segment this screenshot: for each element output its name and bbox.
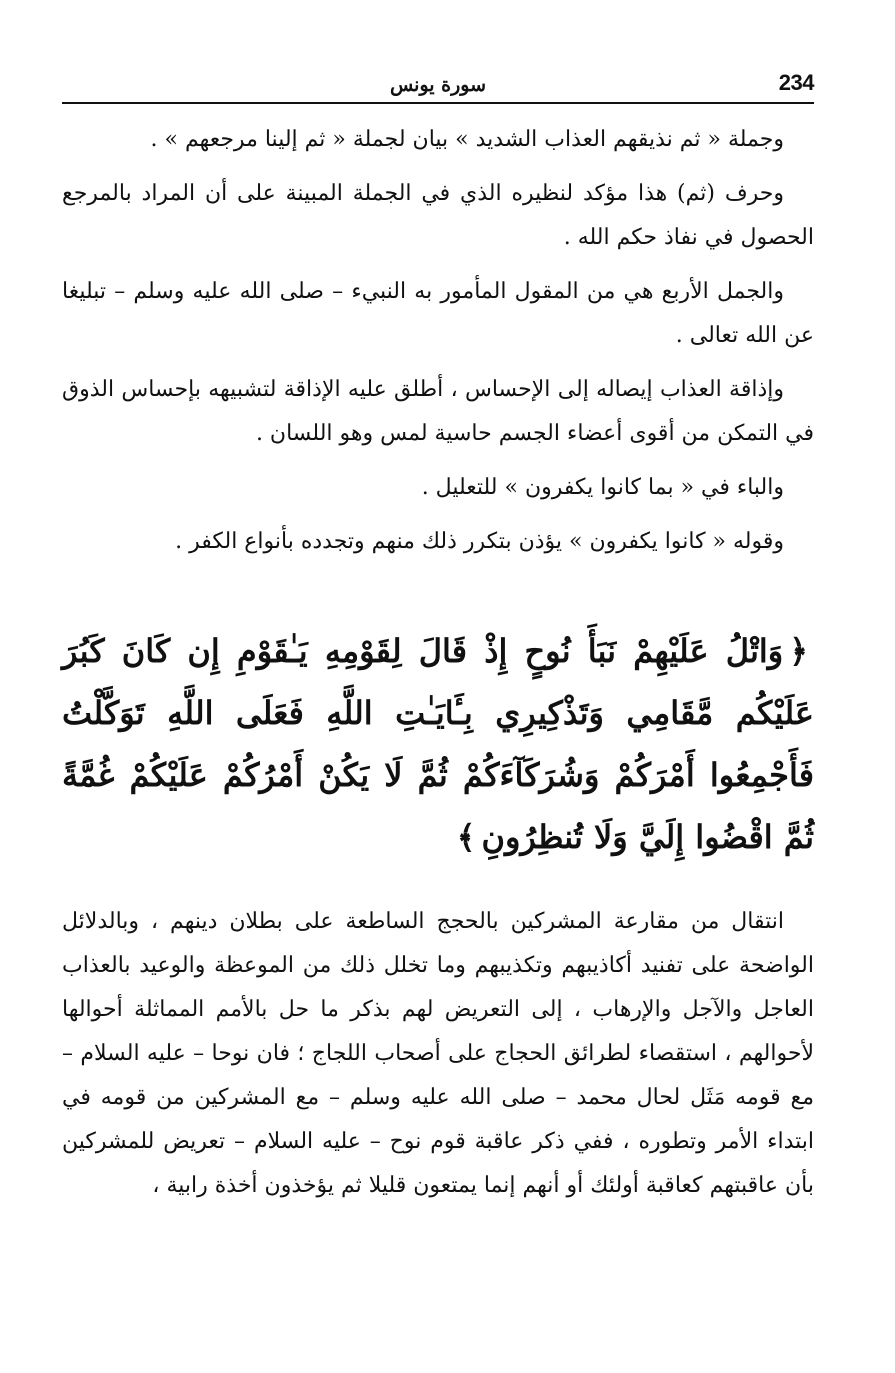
quran-verse-block	[62, 620, 814, 868]
page-header	[62, 64, 814, 104]
verse-text: وَاتْلُ عَلَيْهِمْ نَبَأَ نُوحٍ إِذْ قَالَ لِقَوْمِهِ يَـٰقَوْمِ إِن كَانَ كَبُرَ عَلَيْكُم مَّقَامِي وَتَذْكِيرِي بِـَٔايَـٰتِ اللَّهِ فَعَلَى اللَّهِ تَوَكَّلْتُ فَأَجْمِعُوا أَمْرَكُمْ وَشُرَكَآءَكُمْ ثُمَّ لَا يَكُنْ أَمْرُكُمْ عَلَيْكُمْ غُمَّةً ثُمَّ اقْضُوا إِلَيَّ وَلَا تُنظِرُونِ	[62, 632, 814, 856]
verse-close-bracket: ﴾	[456, 818, 476, 856]
quran-verse	[62, 620, 814, 868]
paragraph: وجملة « ثم نذيقهم العذاب الشديد » بيان لجملة « ثم إلينا مرجعهم » .	[150, 127, 784, 152]
paragraph: وإذاقة العذاب إيصاله إلى الإحساس ، أطلق عليه الإذاقة لتشبيهه بإحساس الذوق في التمكن من أقوى أعضاء الجسم حاسية لمس وهو اللسان .	[62, 377, 814, 446]
header-rule	[62, 102, 814, 104]
commentary-paragraph: انتقال من مقارعة المشركين بالحجج الساطعة على بطلان دينهم ، وبالدلائل الواضحة على تفنيد أكاذيبهم وتكذيبهم وما تخلل ذلك من الموعظة والوعيد بالعذاب العاجل والآجل والإرهاب ، إلى التعريض لهم بذكر ما حل بالأمم المماثلة أحوالها لأحوالهم ، استقصاء لطرائق الحجاج على أصحاب اللجاج ؛ فان نوحا – عليه السلام – مع قومه مَثَل لحال محمد – صلى الله عليه وسلم – مع المشركين من قومه في ابتداء الأمر وتطوره ، ففي ذكر عاقبة قوم نوح – عليه السلام – تعريض للمشركين بأن عاقبتهم كعاقبة أولئك أو أنهم إنما يمتعون قليلا ثم يؤخذون أخذة رابية ،	[62, 909, 814, 1198]
paragraph: وحرف (ثم) هذا مؤكد لنظيره الذي في الجملة المبينة على أن المراد بالمرجع الحصول في نفاذ حكم الله .	[62, 181, 814, 250]
page-number: 234	[778, 70, 814, 95]
paragraph: والباء في « بما كانوا يكفرون » للتعليل .	[421, 475, 784, 500]
paragraph: والجمل الأربع هي من المقول المأمور به النبيء – صلى الله عليه وسلم – تبليغا عن الله تعالى .	[62, 279, 814, 348]
paragraph: وقوله « كانوا يكفرون » يؤذن بتكرر ذلك منهم وتجدده بأنواع الكفر .	[175, 529, 784, 554]
surah-title: سورة يونس	[389, 74, 487, 96]
intro-paragraphs	[62, 118, 814, 574]
commentary-block	[62, 900, 814, 1208]
verse-open-bracket: ﴿	[789, 632, 809, 670]
